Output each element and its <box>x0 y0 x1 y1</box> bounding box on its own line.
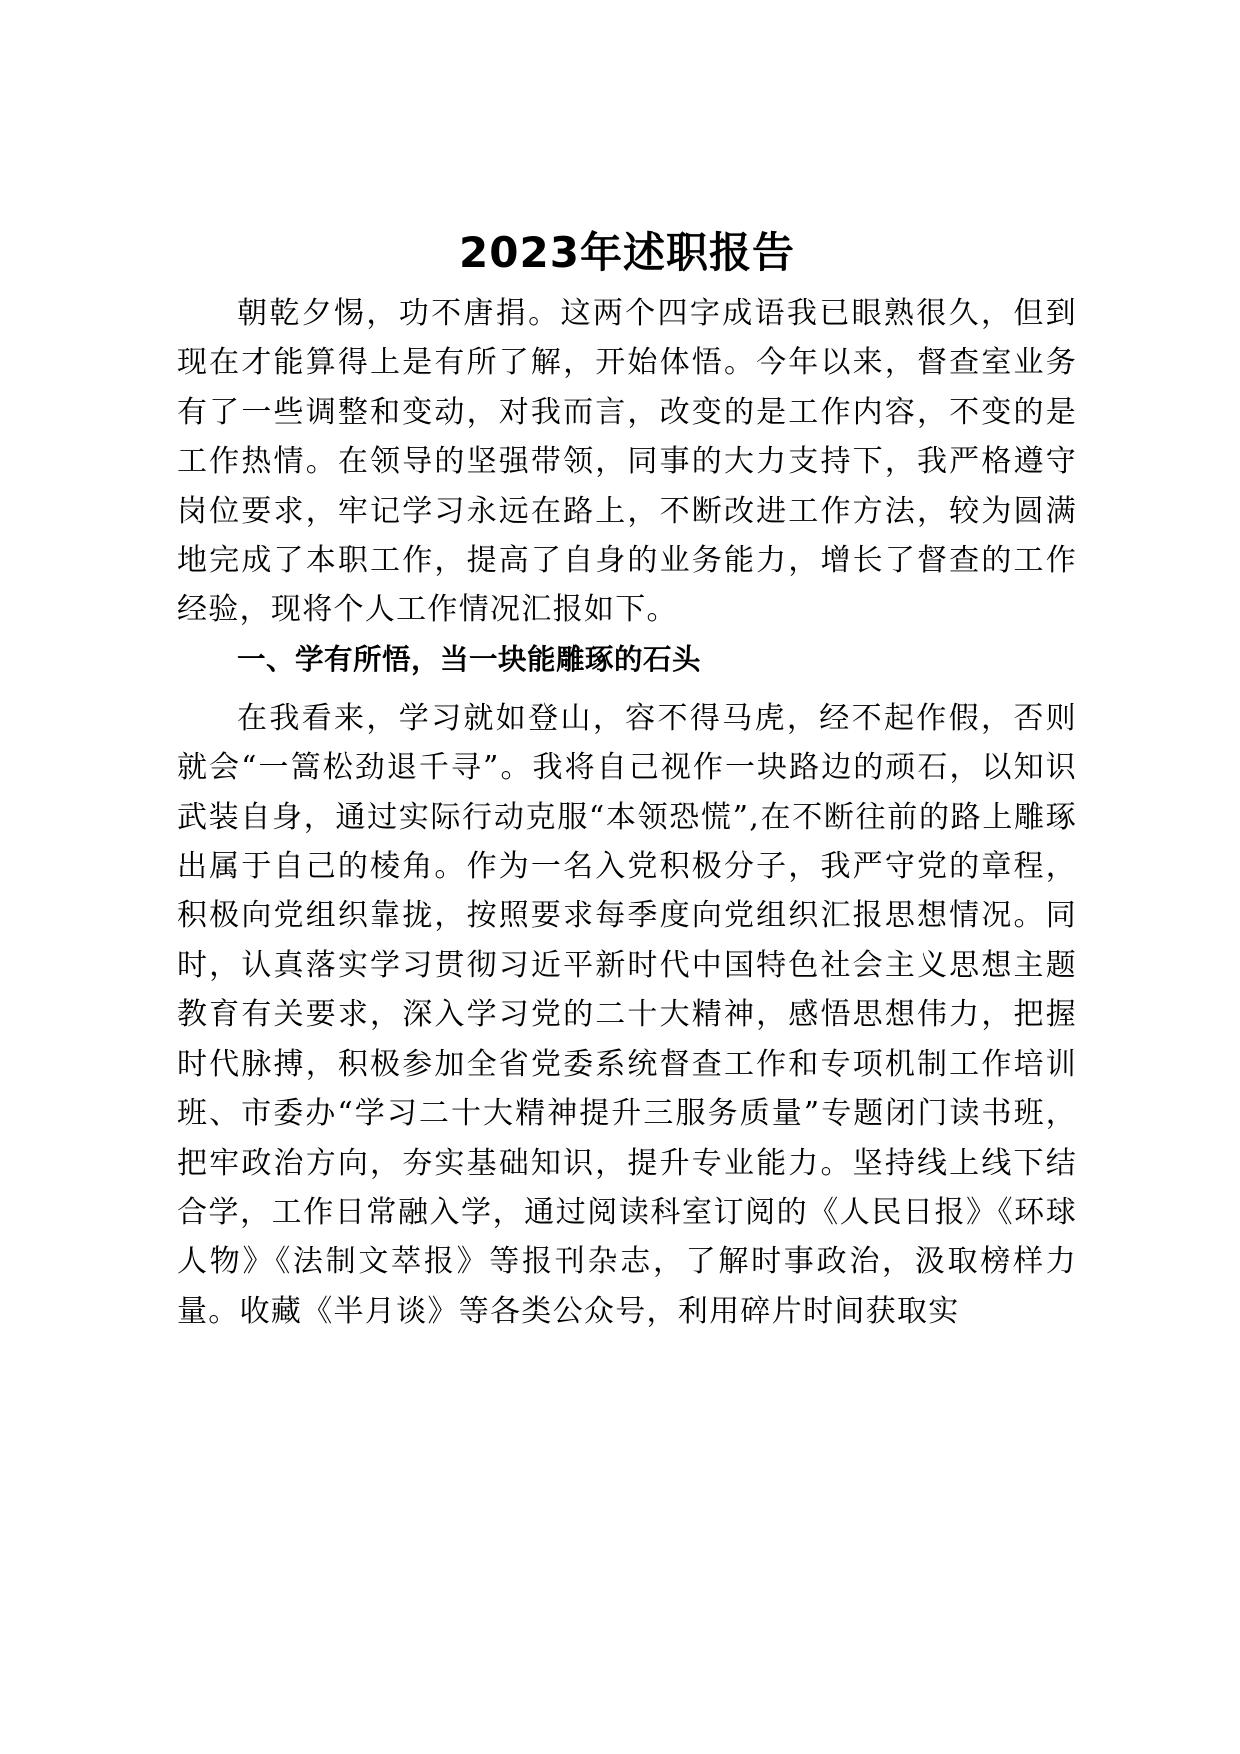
section-paragraph: 在我看来，学习就如登山，容不得马虎，经不起作假，否则就会“一篙松劲退千寻”。我将自己视作一块路边的顽石，以知识武装自身，通过实际行动克服“本领恐慌”,在不断往前的路上雕琢出属于自己的棱角。作为一名入党积极分子，我严守党的章程，积极向党组织靠拢，按照要求每季度向党组织汇报思想情况。同时，认真落实学习贯彻习近平新时代中国特色社会主义思想主题教育有关要求，深入学习党的二十大精神，感悟思想伟力，把握时代脉搏，积极参加全省党委系统督查工作和专项机制工作培训班、市委办“学习二十大精神提升三服务质量”专题闭门读书班，把牢政治方向，夯实基础知识，提升专业能力。坚持线上线下结合学，工作日常融入学，通过阅读科室订阅的《人民日报》《环球人物》《法制文萃报》等报刊杂志，了解时事政治，汲取榜样力量。收藏《半月谈》等各类公众号，利用碎片时间获取实 <box>177 700 1077 1329</box>
document-body <box>177 225 1077 1336</box>
intro-paragraph: 朝乾夕惕，功不唐捐。这两个四字成语我已眼熟很久，但到现在才能算得上是有所了解，开始体悟。今年以来，督查室业务有了一些调整和变动，对我而言，改变的是工作内容，不变的是工作热情。在领导的坚强带领，同事的大力支持下，我严格遵守岗位要求，牢记学习永远在路上，不断改进工作方法，较为圆满地完成了本职工作，提高了自身的业务能力，增长了督查的工作经验，现将个人工作情况汇报如下。 <box>177 296 1077 628</box>
document-title: 2023年述职报告 <box>459 228 795 277</box>
section-heading: 一、学有所悟，当一块能雕琢的石头 <box>237 642 702 676</box>
